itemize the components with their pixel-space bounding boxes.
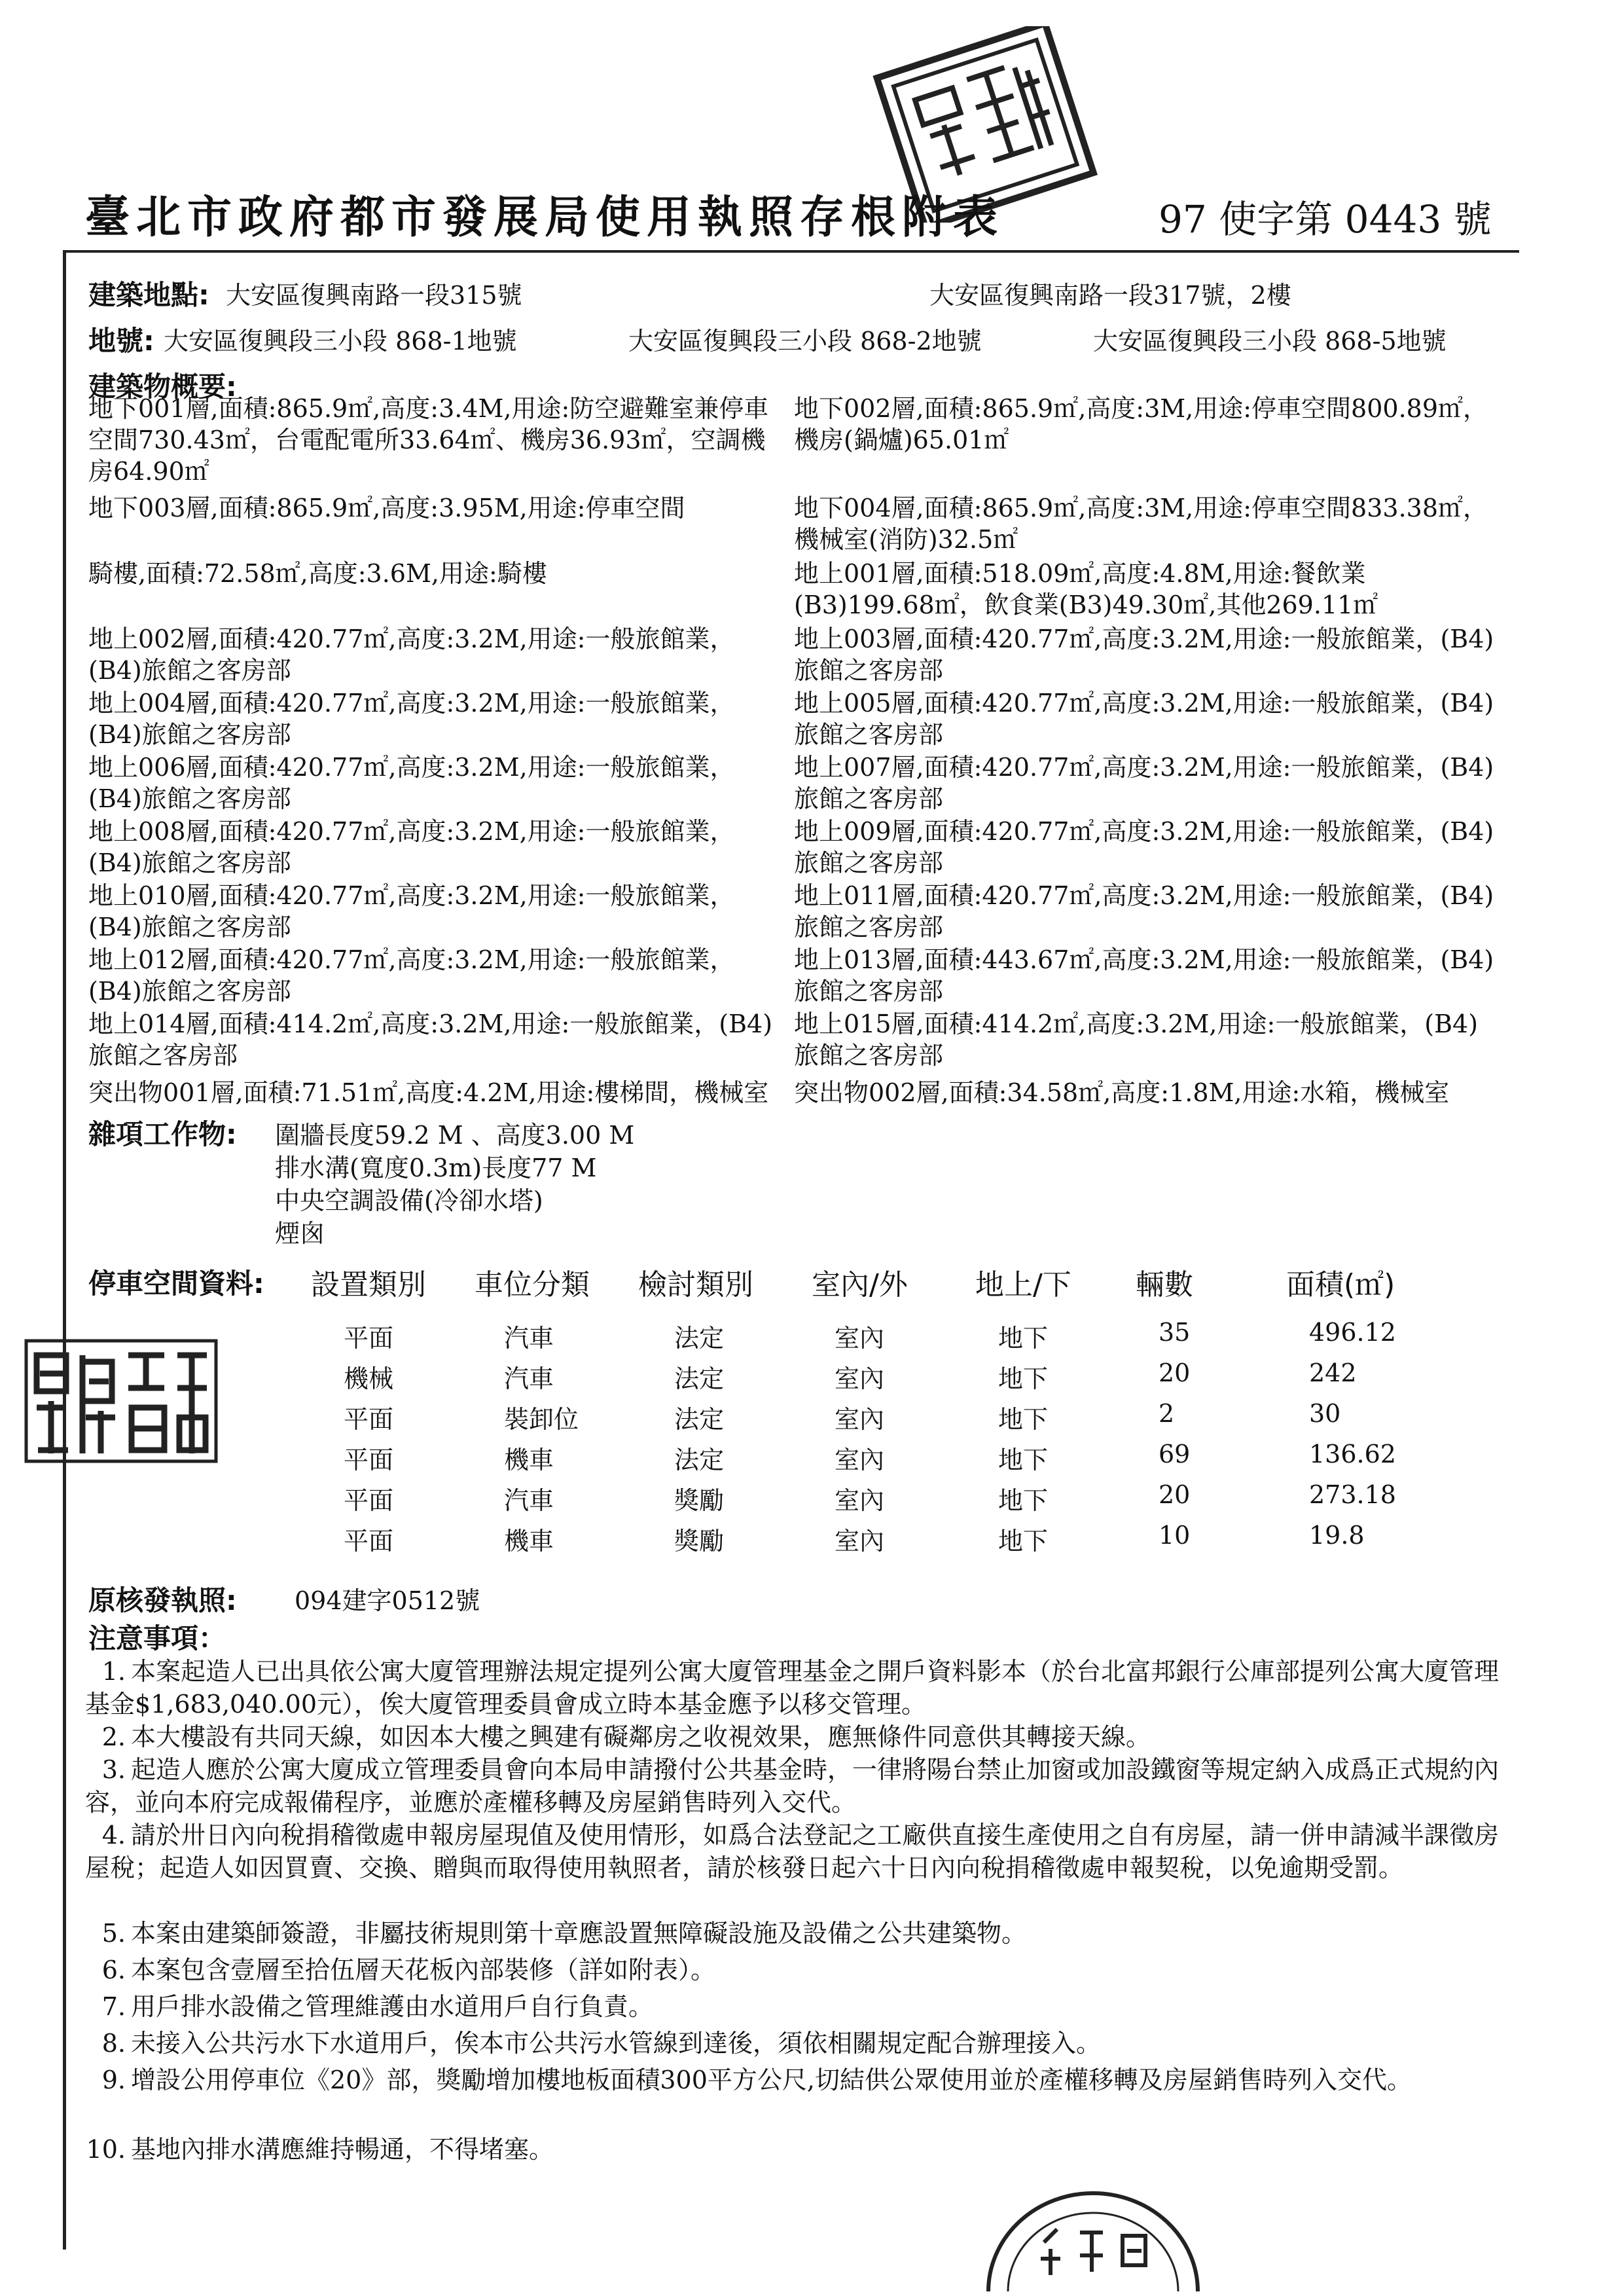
summary-left-10f: 地上010層,面積:420.77㎡,高度:3.2M,用途:一般旅館業，(B4)旅館之客房部	[88, 881, 735, 941]
summary-right-5f: 地上005層,面積:420.77㎡,高度:3.2M,用途:一般旅館業，(B4)旅館之客房部	[794, 689, 1494, 749]
misc-item-wall: 圍牆長度59.2 M 、高度3.00 M	[275, 1121, 635, 1150]
summary-right-9f: 地上009層,面積:420.77㎡,高度:3.2M,用途:一般旅館業，(B4)旅館之客房部	[794, 817, 1494, 877]
parking-cell: 地下	[998, 1405, 1049, 1434]
note-text: 用戶排水設備之管理維護由水道用戶自行負責。	[131, 1992, 654, 2021]
summary-right-3f: 地上003層,面積:420.77㎡,高度:3.2M,用途:一般旅館業，(B4)旅館之客房部	[794, 625, 1494, 685]
parking-cell: 室內	[835, 1527, 885, 1556]
parking-header-area: 面積(㎡)	[1286, 1268, 1395, 1302]
note-item	[85, 1917, 1512, 1950]
parking-cell: 汽車	[504, 1364, 554, 1393]
parking-cell: 地下	[998, 1446, 1049, 1474]
note-item	[85, 2064, 1512, 2096]
parking-cell: 獎勵	[674, 1486, 725, 1515]
parking-cell: 30	[1309, 1399, 1341, 1428]
note-number: 6.	[101, 1956, 126, 1984]
note-number: 3.	[101, 1755, 126, 1784]
note-text: 本案由建築師簽證，非屬技術規則第十章應設置無障礙設施及設備之公共建築物。	[131, 1919, 1027, 1948]
parking-cell: 136.62	[1309, 1440, 1396, 1468]
parking-header-indoor: 室內/外	[812, 1268, 908, 1302]
original-permit-label: 原核發執照:	[88, 1584, 237, 1616]
parking-cell: 室內	[835, 1364, 885, 1393]
parking-cell: 平面	[344, 1405, 394, 1434]
summary-right-7f: 地上007層,面積:420.77㎡,高度:3.2M,用途:一般旅館業，(B4)旅館之客房部	[794, 753, 1494, 813]
misc-item-chimney: 煙囪	[275, 1219, 325, 1248]
misc-item-hvac: 中央空調設備(冷卻水塔)	[275, 1186, 543, 1215]
summary-left-b1: 地下001層,面積:865.9㎡,高度:3.4M,用途:防空避難室兼停車空間730.43㎡，台電配電所33.64㎡、機房36.93㎡，空調機房64.90㎡	[88, 394, 769, 486]
parking-cell: 平面	[344, 1486, 394, 1515]
note-text: 基地內排水溝應維持暢通，不得堵塞。	[131, 2135, 554, 2164]
summary-left-8f: 地上008層,面積:420.77㎡,高度:3.2M,用途:一般旅館業，(B4)旅館之客房部	[88, 817, 735, 877]
note-text: 起造人應於公寓大廈成立管理委員會向本局申請撥付公共基金時，一律將陽台禁止加窗或加設鐵窗等規定納入成爲正式規約內容，並向本府完成報備程序，並應於產權移轉及房屋銷售時列入交代。	[85, 1755, 1500, 1817]
note-number: 7.	[101, 1992, 126, 2021]
summary-left-14f: 地上014層,面積:414.2㎡,高度:3.2M,用途:一般旅館業，(B4)旅館之客房部	[88, 1010, 773, 1070]
summary-right-1f: 地上001層,面積:518.09㎡,高度:4.8M,用途:餐飲業(B3)199.68㎡，飲食業(B3)49.30㎡,其他269.11㎡	[794, 559, 1378, 619]
parking-cell: 242	[1309, 1358, 1357, 1387]
summary-left-4f: 地上004層,面積:420.77㎡,高度:3.2M,用途:一般旅館業，(B4)旅館之客房部	[88, 689, 735, 749]
parking-cell: 機車	[504, 1446, 554, 1474]
summary-left-2f: 地上002層,面積:420.77㎡,高度:3.2M,用途:一般旅館業，(B4)旅館之客房部	[88, 625, 735, 685]
parking-header-type: 設置類別	[311, 1268, 426, 1302]
address-secondary: 大安區復興南路一段317號，2樓	[929, 281, 1291, 310]
parking-cell: 法定	[674, 1324, 725, 1353]
building-office-stamp	[24, 1336, 220, 1467]
parking-cell: 地下	[998, 1364, 1049, 1393]
parking-cell: 法定	[674, 1364, 725, 1393]
note-text: 增設公用停車位《20》部，獎勵增加樓地板面積300平方公尺,切結供公眾使用並於產權移轉及房屋銷售時列入交代。	[131, 2066, 1412, 2094]
note-text: 本案起造人已出具依公寓大廈管理辦法規定提列公寓大廈管理基金之開戶資料影本（於台北富邦銀行公庫部提列公寓大廈管理基金$1,683,040.00元），俟大廈管理委員會成立時本基金應予以移交管理。	[85, 1657, 1500, 1719]
document-title: 臺北市政府都市發展局使用執照存根附表	[85, 192, 1005, 244]
parking-cell: 機車	[504, 1527, 554, 1556]
parking-cell: 19.8	[1309, 1521, 1365, 1550]
note-number: 10.	[86, 2135, 126, 2164]
parking-cell: 汽車	[504, 1486, 554, 1515]
note-number: 8.	[101, 2029, 126, 2058]
parking-cell: 室內	[835, 1405, 885, 1434]
parking-cell: 20	[1159, 1358, 1191, 1387]
note-text: 請於卅日內向稅捐稽徵處申報房屋現值及使用情形，如爲合法登記之工廠供直接生產使用之自有房屋，請一併申請減半課徵房屋稅；起造人如因買賣、交換、贈與而取得使用執照者，請於核發日起六十日內向稅捐稽徵處申報契稅，以免逾期受罰。	[85, 1821, 1500, 1882]
summary-right-b4: 地下004層,面積:865.9㎡,高度:3M,用途:停車空間833.38㎡，機械室(消防)32.5㎡	[794, 494, 1488, 554]
permit-number: 97 使字第 0443 號	[1159, 197, 1492, 242]
summary-right-penthouse-2: 突出物002層,面積:34.58㎡,高度:1.8M,用途:水箱，機械室	[794, 1078, 1450, 1107]
parking-cell: 獎勵	[674, 1527, 725, 1556]
note-number: 4.	[101, 1821, 126, 1850]
note-text: 本案包含壹層至拾伍層天花板內部裝修（詳如附表）。	[131, 1956, 716, 1984]
note-item	[85, 2027, 1512, 2060]
parking-cell: 室內	[835, 1486, 885, 1515]
address-primary: 大安區復興南路一段315號	[226, 281, 522, 310]
note-item	[85, 1721, 1512, 1753]
note-text: 未接入公共污水下水道用戶，俟本市公共污水管線到達後，須依相關規定配合辦理接入。	[131, 2029, 1102, 2058]
lot-number-3: 大安區復興段三小段 868-5地號	[1093, 327, 1447, 355]
parking-cell: 496.12	[1309, 1318, 1396, 1347]
parking-cell: 2	[1159, 1399, 1175, 1428]
summary-right-b2: 地下002層,面積:865.9㎡,高度:3M,用途:停車空間800.89㎡，機房(鍋爐)65.01㎡	[794, 394, 1488, 454]
lot-label: 地號:	[88, 325, 154, 357]
summary-left-arcade: 騎樓,面積:72.58㎡,高度:3.6M,用途:騎樓	[88, 559, 547, 588]
note-number: 5.	[101, 1919, 126, 1948]
misc-label: 雜項工作物:	[88, 1118, 237, 1150]
parking-header-level: 地上/下	[975, 1268, 1071, 1302]
note-number: 2.	[101, 1722, 126, 1751]
parking-cell: 20	[1159, 1480, 1191, 1509]
parking-header-count: 輛數	[1136, 1268, 1193, 1302]
parking-cell: 機械	[344, 1364, 394, 1393]
parking-cell: 10	[1159, 1521, 1191, 1550]
parking-cell: 汽車	[504, 1324, 554, 1353]
note-item	[85, 1990, 1512, 2023]
parking-cell: 室內	[835, 1324, 885, 1353]
parking-cell: 法定	[674, 1405, 725, 1434]
parking-cell: 平面	[344, 1324, 394, 1353]
note-item	[85, 1954, 1512, 1986]
parking-label: 停車空間資料:	[88, 1267, 264, 1300]
parking-cell: 35	[1159, 1318, 1191, 1347]
address-label: 建築地點:	[88, 279, 209, 311]
parking-cell: 地下	[998, 1527, 1049, 1556]
summary-left-12f: 地上012層,面積:420.77㎡,高度:3.2M,用途:一般旅館業，(B4)旅館之客房部	[88, 945, 735, 1006]
notes-label: 注意事項：	[88, 1622, 226, 1654]
lot-number-2: 大安區復興段三小段 868-2地號	[628, 327, 982, 355]
note-number: 9.	[101, 2066, 126, 2094]
note-number: 1.	[101, 1657, 126, 1686]
parking-cell: 平面	[344, 1446, 394, 1474]
note-item	[85, 1819, 1512, 1884]
summary-right-11f: 地上011層,面積:420.77㎡,高度:3.2M,用途:一般旅館業，(B4)旅館之客房部	[794, 881, 1494, 941]
summary-label: 建築物概要:	[88, 371, 237, 403]
parking-cell: 裝卸位	[504, 1405, 579, 1434]
parking-cell: 法定	[674, 1446, 725, 1474]
note-item	[85, 2133, 1512, 2166]
parking-cell: 平面	[344, 1527, 394, 1556]
misc-item-drain: 排水溝(寬度0.3m)長度77 M	[275, 1154, 597, 1182]
parking-cell: 室內	[835, 1446, 885, 1474]
parking-cell: 69	[1159, 1440, 1191, 1468]
summary-left-penthouse-1: 突出物001層,面積:71.51㎡,高度:4.2M,用途:樓梯間，機械室	[88, 1078, 769, 1107]
note-text: 本大樓設有共同天線，如因本大樓之興建有礙鄰房之收視效果，應無條件同意供其轉接天線。	[131, 1722, 1151, 1751]
summary-left-b3: 地下003層,面積:865.9㎡,高度:3.95M,用途:停車空間	[88, 494, 685, 522]
summary-right-15f: 地上015層,面積:414.2㎡,高度:3.2M,用途:一般旅館業，(B4)旅館之客房部	[794, 1010, 1479, 1070]
note-item	[85, 1655, 1512, 1721]
note-item	[85, 1753, 1512, 1819]
lot-number-1: 大安區復興段三小段 868-1地號	[164, 327, 517, 355]
summary-left-6f: 地上006層,面積:420.77㎡,高度:3.2M,用途:一般旅館業，(B4)旅館之客房部	[88, 753, 735, 813]
parking-cell: 地下	[998, 1486, 1049, 1515]
parking-cell: 273.18	[1309, 1480, 1396, 1509]
parking-cell: 地下	[998, 1324, 1049, 1353]
parking-header-class: 車位分類	[475, 1268, 590, 1302]
original-permit-value: 094建字0512號	[295, 1586, 480, 1615]
round-seal-bottom	[975, 2180, 1211, 2291]
summary-right-13f: 地上013層,面積:443.67㎡,高度:3.2M,用途:一般旅館業，(B4)旅館之客房部	[794, 945, 1494, 1006]
parking-header-review: 檢討類別	[638, 1268, 753, 1302]
